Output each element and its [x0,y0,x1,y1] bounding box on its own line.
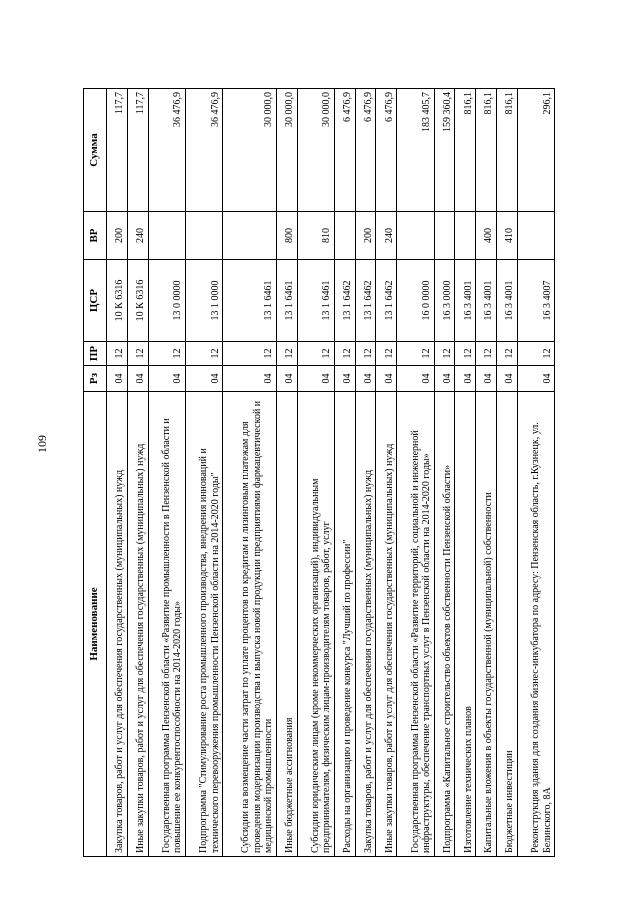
cell-name: Капитальные вложения в объекты государственной (муниципальной) собственности [476,392,497,857]
cell-vr [185,212,222,260]
page-number-text: 109 [35,435,49,453]
table-row [223,89,277,857]
cell-pr: 12 [276,342,297,366]
cell-rz: 04 [434,366,455,392]
cell-pr: 12 [297,342,334,366]
cell-sum: 816,1 [455,89,476,212]
cell-sum: 6 476,9 [376,89,397,212]
cell-sum: 6 476,9 [355,89,376,212]
cell-vr [223,212,277,260]
cell-vr [148,212,185,260]
cell-vr: 400 [476,212,497,260]
header-row [84,89,107,857]
cell-name: Подпрограмма «Капитальное строительство объектов собственности Пензенской области» [434,392,455,857]
cell-csr: 13 1 0000 [185,260,222,342]
cell-name: Расходы на организацию и проведение конкурса "Лучший по профессии" [334,392,355,857]
table-row [297,89,334,857]
cell-pr: 12 [434,342,455,366]
cell-name: Субсидии юридическим лицам (кроме некоммерческих организаций), индивидуальным предпринимателям, физическим лицам-производителям товаров, работ, услуг [297,392,334,857]
cell-vr [517,212,554,260]
table-row [355,89,376,857]
table-header [84,89,107,857]
cell-name: Бюджетные инвестиции [496,392,517,857]
table-row [185,89,222,857]
cell-pr: 12 [127,342,148,366]
cell-sum: 816,1 [496,89,517,212]
cell-pr: 12 [397,342,434,366]
cell-sum: 36 476,9 [148,89,185,212]
header-rz: Рз [84,366,107,392]
cell-vr: 200 [107,212,128,260]
header-pr: ПР [84,342,107,366]
page-number [35,435,49,453]
cell-csr: 16 3 0000 [434,260,455,342]
cell-sum: 36 476,9 [185,89,222,212]
cell-sum: 159 360,4 [434,89,455,212]
cell-name: Закупка товаров, работ и услуг для обеспечения государственных (муниципальных) нужд [355,392,376,857]
cell-csr: 16 3 4001 [476,260,497,342]
cell-pr: 12 [496,342,517,366]
table-row [455,89,476,857]
cell-csr: 13 1 6462 [355,260,376,342]
cell-csr: 13 1 6462 [334,260,355,342]
cell-name: Государственная программа Пензенской области «Развитие территорий, социальной и инженерной инфраструктуры, обеспечение транспортных услуг в Пензенской области на 2014-2020 годы» [397,392,434,857]
cell-sum: 117,7 [127,89,148,212]
cell-name: Закупка товаров, работ и услуг для обеспечения государственных (муниципальных) нужд [107,392,128,857]
cell-rz: 04 [127,366,148,392]
cell-csr: 16 0 0000 [397,260,434,342]
header-name: Наименование [84,392,107,857]
table-row [496,89,517,857]
cell-rz: 04 [334,366,355,392]
cell-rz: 04 [355,366,376,392]
cell-pr: 12 [148,342,185,366]
cell-vr: 800 [276,212,297,260]
cell-vr: 410 [496,212,517,260]
cell-vr [334,212,355,260]
cell-rz: 04 [223,366,277,392]
cell-csr: 13 1 6461 [297,260,334,342]
cell-rz: 04 [455,366,476,392]
cell-sum: 30 000,0 [297,89,334,212]
cell-vr: 810 [297,212,334,260]
cell-vr: 240 [127,212,148,260]
cell-rz: 04 [397,366,434,392]
cell-pr: 12 [476,342,497,366]
table-row [517,89,554,857]
cell-sum: 117,7 [107,89,128,212]
header-csr: ЦСР [84,260,107,342]
cell-sum: 30 000,0 [223,89,277,212]
cell-name: Иные бюджетные ассигнования [276,392,297,857]
cell-pr: 12 [185,342,222,366]
table-row [397,89,434,857]
cell-csr: 13 1 6461 [223,260,277,342]
cell-csr: 16 3 4001 [496,260,517,342]
cell-rz: 04 [276,366,297,392]
cell-sum: 296,1 [517,89,554,212]
table-row [276,89,297,857]
cell-csr: 16 3 4001 [455,260,476,342]
cell-vr: 240 [376,212,397,260]
table-row [107,89,128,857]
cell-rz: 04 [496,366,517,392]
cell-rz: 04 [376,366,397,392]
cell-vr [455,212,476,260]
cell-pr: 12 [334,342,355,366]
table-row [148,89,185,857]
cell-name: Государственная программа Пензенской области «Развитие промышленности в Пензенской области и повышение ее конкурентоспособности на 2014-2020 годы» [148,392,185,857]
cell-vr [434,212,455,260]
cell-pr: 12 [455,342,476,366]
cell-csr: 16 3 4007 [517,260,554,342]
table-row [376,89,397,857]
cell-rz: 04 [297,366,334,392]
cell-pr: 12 [376,342,397,366]
cell-rz: 04 [185,366,222,392]
cell-name: Реконструкция здания для создания бизнес-инкубатора по адресу: Пензенская область, г.Кузнецк, ул. Белинского, 8А [517,392,554,857]
table-row [127,89,148,857]
cell-pr: 12 [355,342,376,366]
cell-name: Иные закупки товаров, работ и услуг для обеспечения государственных (муниципальных) нужд [127,392,148,857]
header-vr: ВР [84,212,107,260]
cell-pr: 12 [107,342,128,366]
cell-vr [397,212,434,260]
rotated-table-container [83,89,555,857]
header-sum: Сумма [84,89,107,212]
cell-sum: 183 405,7 [397,89,434,212]
table-row [476,89,497,857]
cell-pr: 12 [517,342,554,366]
cell-name: Субсидии на возмещение части затрат по уплате процентов по кредитам и лизинговым платежам для проведения модернизации производства и выпуска новой продукции предприятиями фармацевтической и медицинской промышленности [223,392,277,857]
cell-sum: 30 000,0 [276,89,297,212]
cell-rz: 04 [517,366,554,392]
cell-name: Подпрограмма "Стимулирование роста промышленного производства, внедрения инноваций и технического перевооружения промышленности Пензенской области на 2014-2020 годы" [185,392,222,857]
cell-sum: 816,1 [476,89,497,212]
cell-name: Иные закупки товаров, работ и услуг для обеспечения государственных (муниципальных) нужд [376,392,397,857]
table-row [334,89,355,857]
cell-csr: 13 1 6462 [376,260,397,342]
cell-csr: 10 К 6316 [107,260,128,342]
cell-vr: 200 [355,212,376,260]
cell-rz: 04 [148,366,185,392]
cell-csr: 10 К 6316 [127,260,148,342]
cell-csr: 13 0 0000 [148,260,185,342]
cell-rz: 04 [107,366,128,392]
cell-rz: 04 [476,366,497,392]
table-body [107,89,555,857]
cell-csr: 13 1 6461 [276,260,297,342]
cell-pr: 12 [223,342,277,366]
cell-sum: 6 476,9 [334,89,355,212]
table-row [434,89,455,857]
cell-name: Изготовление технических планов [455,392,476,857]
budget-table [83,88,555,857]
